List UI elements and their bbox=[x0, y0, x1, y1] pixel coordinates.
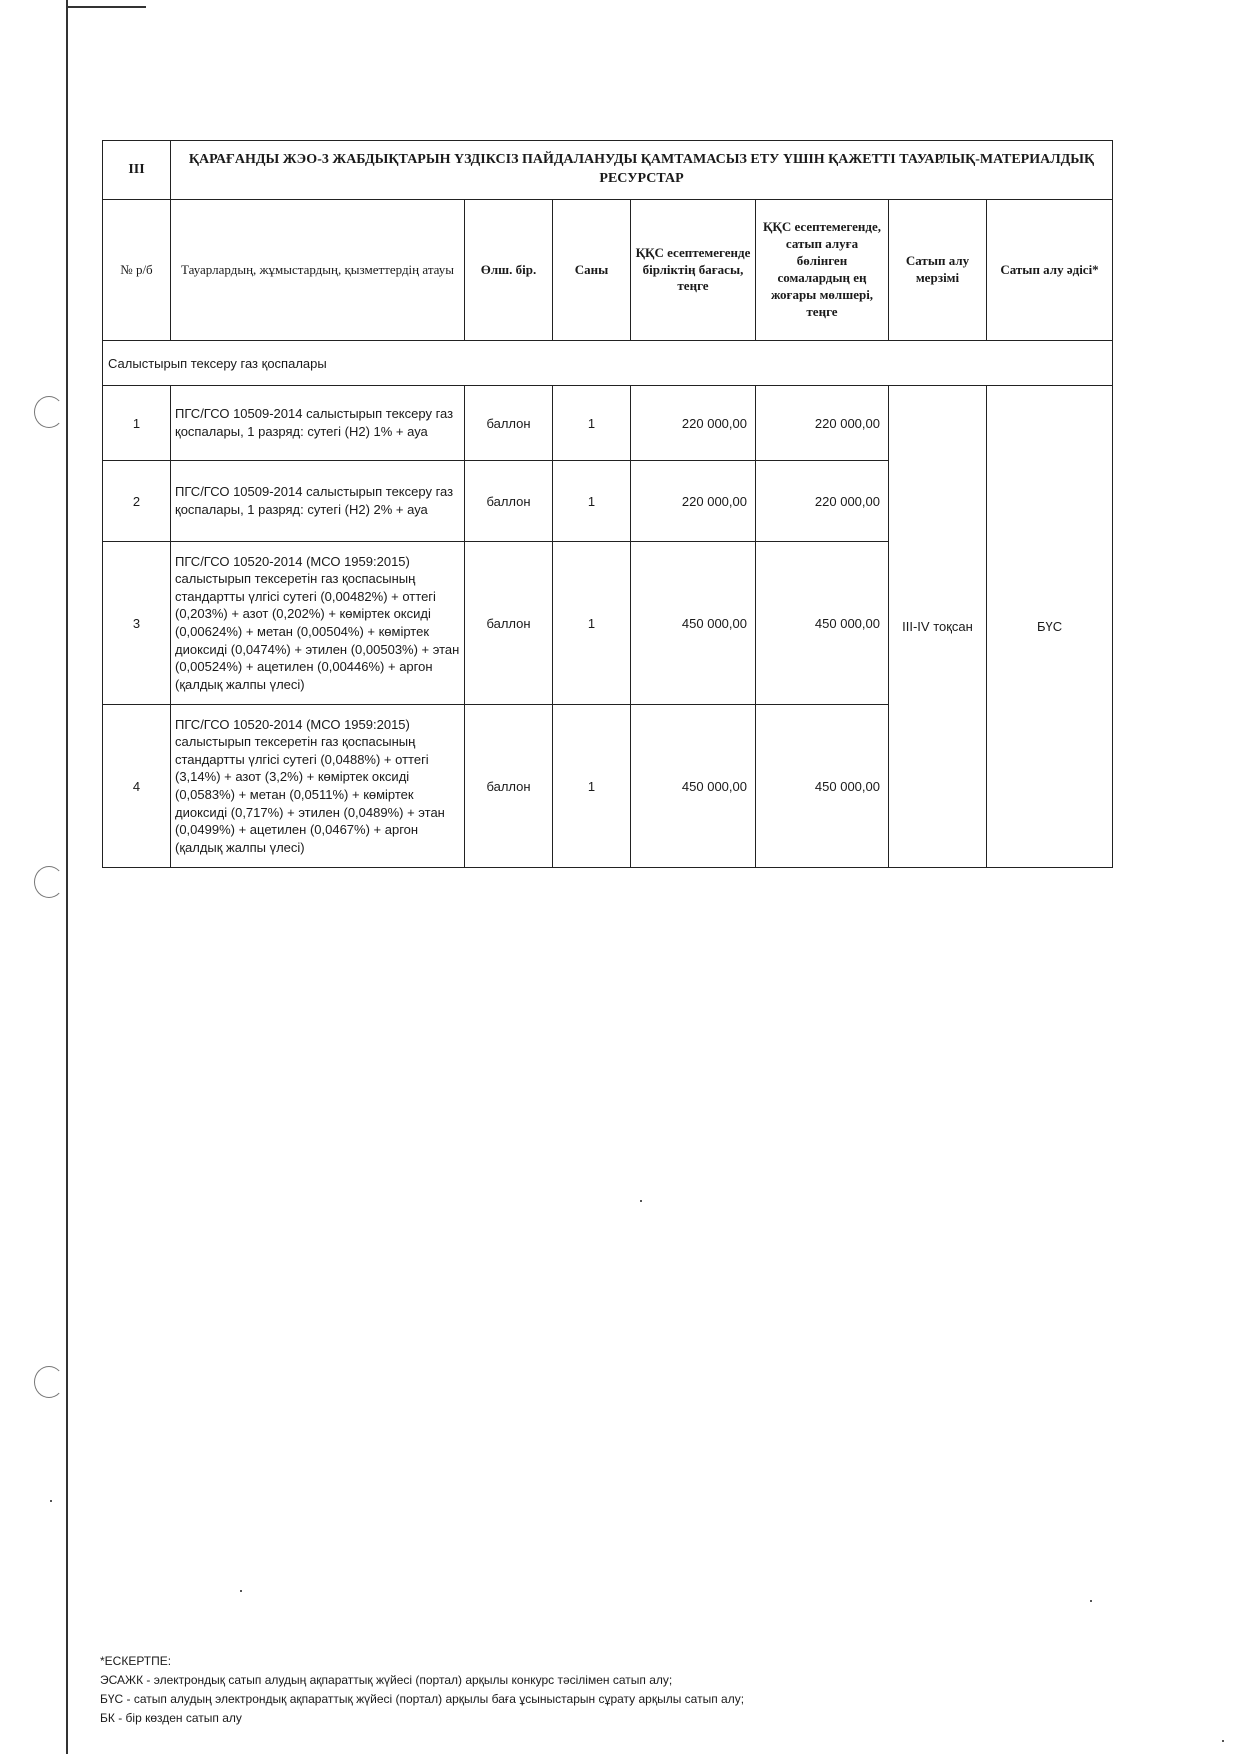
row-unit: баллон bbox=[465, 705, 553, 868]
row-unit-price: 220 000,00 bbox=[631, 461, 756, 542]
scan-speck bbox=[1090, 1600, 1092, 1602]
binding-line bbox=[66, 0, 68, 1754]
footnote-line: ЭСАЖК - электрондық сатып алудың ақпараттық жүйесі (портал) арқылы конкурс тәсілімен сатып алу; bbox=[100, 1673, 673, 1687]
row-name: ПГС/ГСО 10520-2014 (МСО 1959:2015) салыстырып тексеретін газ қоспасының стандартты үлгісі сутегі (0,00482%) + оттегі (0,203%) + азот (0,202%) + көміртек оксиді (0,00624%) + метан (0,00504%) + көміртек диоксиді (0,0474%) + этилен (0,00503%) + этан (0,00524%) + ацетилен (0,00446%) + аргон (қалдық жалпы үлесі) bbox=[171, 542, 465, 705]
header-unit: Өлш. бір. bbox=[465, 200, 553, 341]
footnote-line: БҮС - сатып алудың электрондық ақпараттық жүйесі (портал) арқылы баға ұсыныстарын сұрату арқылы сатып алу; bbox=[100, 1692, 745, 1706]
row-name: ПГС/ГСО 10509-2014 салыстырып тексеру газ қоспалары, 1 разряд: сутегі (Н2) 1% + ауа bbox=[171, 386, 465, 461]
section-code: III bbox=[103, 141, 171, 200]
row-unit: баллон bbox=[465, 461, 553, 542]
row-name: ПГС/ГСО 10520-2014 (МСО 1959:2015) салыстырып тексеретін газ қоспасының стандартты үлгісі сутегі (0,0488%) + оттегі (3,14%) + азот (3,2%) + көміртек оксиді (0,0583%) + метан (0,0511%) + көміртек диоксиді (0,717%) + этилен (0,0489%) + этан (0,0499%) + ацетилен (0,0467%) + аргон (қалдық жалпы үлесі) bbox=[171, 705, 465, 868]
punch-hole-mark bbox=[34, 396, 64, 428]
row-unit: баллон bbox=[465, 542, 553, 705]
section-label: Салыстырып тексеру газ қоспалары bbox=[103, 341, 1113, 386]
header-max-amount: ҚҚС есептемегенде, сатып алуға бөлінген сомалардың ең жоғары мөлшері, теңге bbox=[756, 200, 889, 341]
row-num: 3 bbox=[103, 542, 171, 705]
row-qty: 1 bbox=[553, 461, 631, 542]
header-term: Сатып алу мерзімі bbox=[889, 200, 987, 341]
row-unit-price: 220 000,00 bbox=[631, 386, 756, 461]
table-header-row bbox=[103, 200, 1113, 341]
header-unit-price: ҚҚС есептемегенде бірліктің бағасы, теңге bbox=[631, 200, 756, 341]
row-name: ПГС/ГСО 10509-2014 салыстырып тексеру газ қоспалары, 1 разряд: сутегі (Н2) 2% + ауа bbox=[171, 461, 465, 542]
purchase-term: III-IV тоқсан bbox=[889, 386, 987, 868]
row-qty: 1 bbox=[553, 542, 631, 705]
scan-speck bbox=[640, 1200, 642, 1202]
row-qty: 1 bbox=[553, 705, 631, 868]
scan-speck bbox=[1222, 1740, 1224, 1742]
row-unit-price: 450 000,00 bbox=[631, 705, 756, 868]
footnote-heading: *ЕСКЕРТПЕ: bbox=[100, 1654, 172, 1668]
punch-hole-mark bbox=[34, 866, 64, 898]
header-name: Тауарлардың, жұмыстардың, қызметтердің атауы bbox=[171, 200, 465, 341]
table-row bbox=[103, 386, 1113, 461]
binding-top-line bbox=[66, 6, 146, 8]
footnote bbox=[100, 1652, 1100, 1728]
row-qty: 1 bbox=[553, 386, 631, 461]
section-row bbox=[103, 341, 1113, 386]
purchase-method: БҮС bbox=[987, 386, 1113, 868]
row-max-amount: 450 000,00 bbox=[756, 705, 889, 868]
table-title: ҚАРАҒАНДЫ ЖЭО-3 ЖАБДЫҚТАРЫН ҮЗДІКСІЗ ПАЙДАЛАНУДЫ ҚАМТАМАСЫЗ ЕТУ ҮШІН ҚАЖЕТТІ ТАУАРЛЫҚ-МАТЕРИАЛДЫҚ РЕСУРСТАР bbox=[171, 141, 1113, 200]
row-num: 1 bbox=[103, 386, 171, 461]
table-title-row bbox=[103, 141, 1113, 200]
row-unit: баллон bbox=[465, 386, 553, 461]
row-num: 2 bbox=[103, 461, 171, 542]
scan-speck bbox=[50, 1500, 52, 1502]
header-qty: Саны bbox=[553, 200, 631, 341]
row-num: 4 bbox=[103, 705, 171, 868]
row-max-amount: 450 000,00 bbox=[756, 542, 889, 705]
header-num: № р/б bbox=[103, 200, 171, 341]
header-method: Сатып алу әдісі* bbox=[987, 200, 1113, 341]
resources-table bbox=[102, 140, 1113, 868]
row-max-amount: 220 000,00 bbox=[756, 461, 889, 542]
row-max-amount: 220 000,00 bbox=[756, 386, 889, 461]
row-unit-price: 450 000,00 bbox=[631, 542, 756, 705]
punch-hole-mark bbox=[34, 1366, 64, 1398]
scan-speck bbox=[240, 1590, 242, 1592]
footnote-line: БК - бір көзден сатып алу bbox=[100, 1711, 242, 1725]
